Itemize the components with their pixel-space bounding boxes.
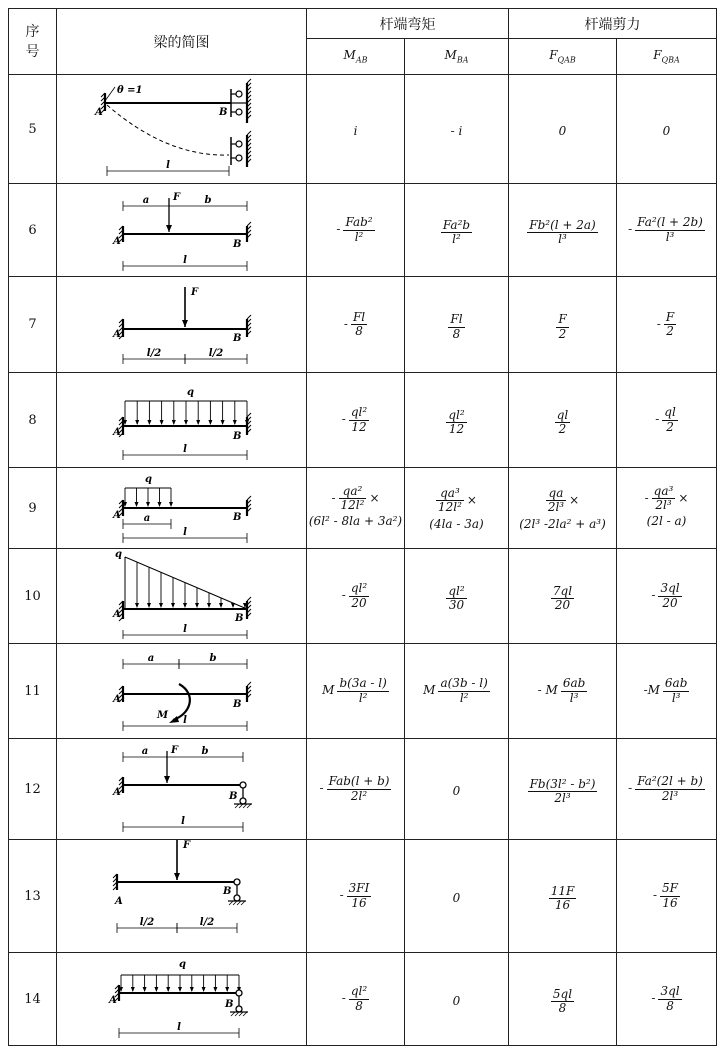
label-b: B	[233, 239, 242, 250]
value-mba	[405, 549, 509, 644]
value-mba	[405, 840, 509, 953]
value-fqba	[617, 549, 717, 644]
label-a: A	[113, 427, 121, 438]
beam-diagram-cell	[57, 644, 307, 739]
fraction	[438, 677, 489, 704]
value-prefix: -	[644, 490, 649, 505]
value-fqba	[617, 277, 717, 373]
denominator: 12l²	[340, 497, 365, 512]
fraction	[343, 216, 374, 243]
denominator: 20	[351, 595, 367, 610]
times-sign: ×	[678, 490, 689, 505]
dim-label: l	[183, 715, 187, 726]
fraction	[561, 677, 587, 704]
table-row	[9, 840, 717, 953]
denominator: 2	[558, 326, 567, 341]
value-fqab	[509, 75, 617, 184]
value-mba	[405, 468, 509, 549]
beam-diagram-cell	[57, 953, 307, 1046]
value-mab	[307, 184, 405, 277]
numerator: 7ql	[552, 583, 573, 598]
value-fqba	[617, 373, 717, 468]
denominator: 8	[558, 1001, 567, 1015]
denominator: 12	[448, 422, 465, 436]
value-mab	[307, 277, 405, 373]
value-mba	[405, 277, 509, 373]
beam-diagram-cell	[57, 373, 307, 468]
value-fqba	[617, 184, 717, 277]
beam-diagram	[57, 184, 307, 272]
value-fqab	[509, 277, 617, 373]
numerator: qa	[546, 487, 566, 501]
table-row	[9, 549, 717, 644]
beam-diagram	[57, 373, 307, 463]
fraction	[351, 311, 367, 338]
value-fqab	[509, 549, 617, 644]
numerator: Fa²(2l + b)	[637, 774, 703, 789]
beam-diagram-cell	[57, 468, 307, 549]
fraction	[551, 988, 574, 1015]
denominator: 2l³	[554, 791, 571, 805]
numerator: Fab²	[345, 215, 373, 230]
value-prefix: -	[339, 888, 344, 903]
table-row	[9, 184, 717, 277]
denominator: 30	[448, 598, 465, 612]
denominator: l²	[452, 232, 461, 246]
denominator: 20	[554, 598, 571, 612]
beam-diagram-cell	[57, 184, 307, 277]
row-number: 11	[9, 644, 57, 739]
value-prefix: M	[423, 683, 436, 698]
beam-diagram-cell	[57, 549, 307, 644]
col-fqab: $F_{QAB}$	[509, 39, 617, 75]
label-f: F	[173, 192, 181, 203]
dim-label: l	[183, 527, 187, 538]
value-text: 0	[558, 123, 567, 138]
label-f: F	[191, 287, 199, 298]
value-line2: (6l² - 8la + 3a²)	[308, 514, 403, 529]
label-f: F	[171, 745, 179, 756]
numerator: ql²	[448, 407, 465, 422]
denominator: l²	[358, 690, 368, 705]
denominator: 8	[452, 326, 461, 341]
moment-group-header: 杆端弯矩	[307, 9, 509, 39]
label-a: A	[113, 694, 121, 705]
dim-label: b	[201, 746, 209, 757]
fraction	[446, 409, 466, 436]
numerator: Fab(l + b)	[328, 774, 390, 789]
beam-diagram	[57, 953, 307, 1041]
value-fqba	[617, 644, 717, 739]
col-fqba: $F_{QBA}$	[617, 39, 717, 75]
value-mba	[405, 184, 509, 277]
beam-diagram	[57, 277, 307, 368]
value-text: i	[353, 123, 358, 138]
table-row	[9, 277, 717, 373]
numerator: 6ab	[664, 676, 688, 691]
fraction	[337, 677, 388, 704]
col-mab: $M_{AB}$	[307, 39, 405, 75]
beam-diagram-cell	[57, 840, 307, 953]
dim-label: a	[141, 746, 149, 757]
value-fqba	[617, 468, 717, 549]
denominator: 2	[666, 419, 674, 434]
value-text: 0	[452, 890, 461, 905]
fraction	[658, 582, 681, 609]
value-prefix: -	[343, 316, 348, 331]
dim-label: l/2	[146, 348, 162, 359]
label-a: A	[113, 510, 121, 521]
fraction	[551, 585, 574, 612]
value-prefix: M	[322, 683, 335, 698]
numerator: Fa²b	[442, 217, 471, 232]
label-a: A	[109, 995, 117, 1006]
numerator: ql²	[350, 984, 368, 999]
fraction	[448, 313, 464, 340]
value-prefix: -	[655, 412, 660, 427]
denominator: l³	[558, 232, 567, 246]
numerator: Fb(3l² - b²)	[529, 776, 596, 791]
value-fqba	[617, 840, 717, 953]
table-row	[9, 739, 717, 840]
dim-label: l	[183, 444, 187, 455]
numerator: qa³	[653, 483, 674, 498]
value-prefix: -	[651, 991, 656, 1006]
fraction	[546, 487, 566, 514]
denominator: 2	[558, 422, 567, 436]
value-prefix: -	[341, 588, 346, 603]
beam-diagram	[57, 840, 307, 948]
fraction	[436, 487, 464, 514]
dim-label: b	[204, 195, 212, 206]
denominator: 2l³	[655, 497, 672, 512]
value-prefix: -	[341, 412, 346, 427]
value-fqab	[509, 373, 617, 468]
label-b: B	[225, 999, 234, 1010]
denominator: 16	[554, 898, 571, 912]
denominator: 2l²	[350, 788, 368, 803]
fraction	[527, 219, 598, 246]
fraction	[556, 313, 568, 340]
numerator: 5ql	[552, 986, 573, 1001]
dim-label: l/2	[199, 917, 215, 928]
value-mab	[307, 549, 405, 644]
value-line2: (2l³ -2la² + a³)	[519, 516, 606, 531]
fraction	[441, 219, 472, 246]
label-f: F	[183, 840, 191, 851]
shear-group-header: 杆端剪力	[509, 9, 717, 39]
numerator: Fl	[352, 309, 366, 324]
beam-diagram-cell	[57, 75, 307, 184]
numerator: 11F	[550, 883, 575, 898]
value-fqab	[509, 468, 617, 549]
denominator: l³	[665, 229, 675, 244]
denominator: 2	[666, 324, 674, 338]
value-mba	[405, 739, 509, 840]
seq-header-label: 序号	[25, 23, 40, 60]
fraction	[347, 882, 372, 909]
dim-label: l/2	[139, 917, 155, 928]
fraction	[349, 582, 369, 609]
value-line2: (4la - 3a)	[429, 516, 484, 531]
row-number: 12	[9, 739, 57, 840]
label-a: A	[113, 787, 121, 798]
fraction	[664, 311, 676, 338]
beam-diagram	[57, 75, 307, 179]
denominator: l³	[671, 690, 681, 705]
fraction	[549, 885, 577, 912]
label-a: A	[113, 329, 121, 340]
label-b: B	[233, 512, 242, 523]
fraction	[663, 677, 689, 704]
label-theta: θ =1	[117, 85, 143, 96]
value-mab	[307, 953, 405, 1046]
denominator: 12l²	[438, 500, 462, 515]
label-m: M	[157, 710, 169, 721]
fraction	[660, 882, 680, 909]
denominator: l²	[459, 690, 469, 705]
beam-diagram	[57, 549, 307, 639]
value-line2: (2l - a)	[646, 514, 687, 529]
denominator: 8	[355, 998, 363, 1013]
label-q: q	[115, 549, 122, 560]
numerator: qa²	[339, 485, 367, 499]
table-row	[9, 953, 717, 1046]
label-b: B	[219, 107, 228, 118]
denominator: l²	[354, 229, 364, 244]
value-mba	[405, 953, 509, 1046]
beam-diagram	[57, 468, 307, 544]
fraction	[528, 778, 598, 805]
value-fqab	[509, 953, 617, 1046]
dim-label: l/2	[208, 348, 224, 359]
numerator: ql²	[350, 405, 368, 420]
fraction	[662, 406, 678, 433]
numerator: 3FI	[348, 881, 370, 896]
numerator: 3ql	[660, 581, 680, 596]
value-text: 0	[452, 783, 461, 798]
numerator: Fl	[450, 312, 463, 327]
value-text: 0	[662, 123, 671, 138]
label-b: B	[233, 431, 242, 442]
row-number: 13	[9, 840, 57, 953]
label-a: A	[95, 107, 103, 118]
dim-label: l	[177, 1022, 181, 1033]
fraction	[635, 775, 705, 802]
numerator: ql	[664, 405, 676, 420]
diagram-header: 梁的简图	[57, 9, 307, 75]
denominator: l³	[569, 690, 579, 705]
value-fqab	[509, 184, 617, 277]
value-fqab	[509, 644, 617, 739]
denominator: 16	[662, 895, 678, 910]
label-q: q	[179, 959, 186, 970]
table-row	[9, 644, 717, 739]
value-prefix: -	[341, 991, 346, 1006]
value-prefix: - M	[537, 683, 558, 698]
fraction	[327, 775, 392, 802]
value-fqba	[617, 953, 717, 1046]
numerator: F	[665, 309, 675, 324]
value-text: - i	[450, 123, 463, 138]
value-mab	[307, 840, 405, 953]
value-fqab	[509, 840, 617, 953]
row-number: 7	[9, 277, 57, 373]
beam-diagram	[57, 644, 307, 734]
value-mba	[405, 75, 509, 184]
denominator: 16	[351, 895, 367, 910]
dim-label: l	[183, 624, 187, 635]
row-number: 5	[9, 75, 57, 184]
fraction	[635, 216, 705, 243]
value-prefix: -M	[643, 683, 660, 698]
value-mba	[405, 373, 509, 468]
value-prefix: -	[336, 222, 341, 237]
numerator: ql²	[350, 581, 368, 596]
value-prefix: -	[656, 316, 661, 331]
value-prefix: -	[319, 781, 324, 796]
fraction	[339, 485, 367, 512]
numerator: 3ql	[660, 984, 680, 999]
beam-diagram-cell	[57, 739, 307, 840]
denominator: 20	[662, 595, 678, 610]
value-mab	[307, 644, 405, 739]
dim-label: a	[143, 513, 151, 524]
label-a: A	[115, 896, 123, 907]
numerator: F	[558, 312, 567, 327]
numerator: 6ab	[562, 676, 586, 691]
numerator: ql	[556, 407, 569, 422]
fraction	[349, 406, 369, 433]
label-b: B	[233, 333, 242, 344]
times-sign: ×	[466, 493, 477, 508]
numerator: a(3b - l)	[440, 676, 488, 691]
label-q: q	[187, 387, 194, 398]
row-number: 9	[9, 468, 57, 549]
value-prefix: -	[652, 888, 658, 903]
value-prefix: -	[628, 222, 633, 237]
value-prefix: -	[628, 781, 633, 796]
fraction	[652, 485, 676, 512]
label-b: B	[233, 699, 242, 710]
beam-diagram-cell	[57, 277, 307, 373]
denominator: 12	[351, 419, 367, 434]
table-row	[9, 468, 717, 549]
label-b: B	[229, 791, 238, 802]
dim-label: l	[181, 816, 185, 827]
dim-label: a	[142, 195, 150, 206]
value-mab	[307, 75, 405, 184]
times-sign: ×	[369, 490, 380, 505]
dim-label: a	[147, 653, 155, 664]
value-mab	[307, 739, 405, 840]
value-prefix: -	[651, 588, 656, 603]
numerator: Fb²(l + 2a)	[529, 217, 596, 232]
denominator: 8	[355, 324, 363, 338]
numerator: ql²	[448, 583, 465, 598]
label-b: B	[235, 613, 244, 624]
denominator: 2l³	[547, 500, 565, 515]
dim-label: l	[166, 160, 170, 171]
numerator: Fa²(l + 2b)	[637, 215, 703, 230]
value-fqba	[617, 75, 717, 184]
numerator: b(3a - l)	[339, 676, 387, 691]
fraction	[349, 985, 369, 1012]
value-text: 0	[452, 993, 461, 1008]
seq-header	[9, 9, 57, 75]
beam-table	[8, 8, 717, 1046]
numerator: qa³	[436, 487, 464, 501]
value-fqab	[509, 739, 617, 840]
row-number: 8	[9, 373, 57, 468]
numerator: 5F	[662, 881, 679, 896]
beam-diagram	[57, 739, 307, 835]
value-mab	[307, 468, 405, 549]
denominator: 2l³	[661, 788, 679, 803]
label-b: B	[223, 886, 232, 897]
times-sign: ×	[569, 493, 580, 508]
fraction	[446, 585, 466, 612]
table-row	[9, 373, 717, 468]
row-number: 6	[9, 184, 57, 277]
row-number: 14	[9, 953, 57, 1046]
value-mab	[307, 373, 405, 468]
value-fqba	[617, 739, 717, 840]
denominator: 8	[666, 998, 674, 1013]
fraction	[658, 985, 681, 1012]
table-row	[9, 75, 717, 184]
label-q: q	[145, 474, 152, 485]
dim-label: l	[183, 255, 187, 266]
value-mba	[405, 644, 509, 739]
label-a: A	[113, 236, 121, 247]
dim-label: b	[209, 653, 217, 664]
row-number: 10	[9, 549, 57, 644]
col-mba: $M_{BA}$	[405, 39, 509, 75]
fraction	[555, 409, 571, 436]
value-prefix: -	[331, 490, 336, 505]
label-a: A	[113, 609, 121, 620]
